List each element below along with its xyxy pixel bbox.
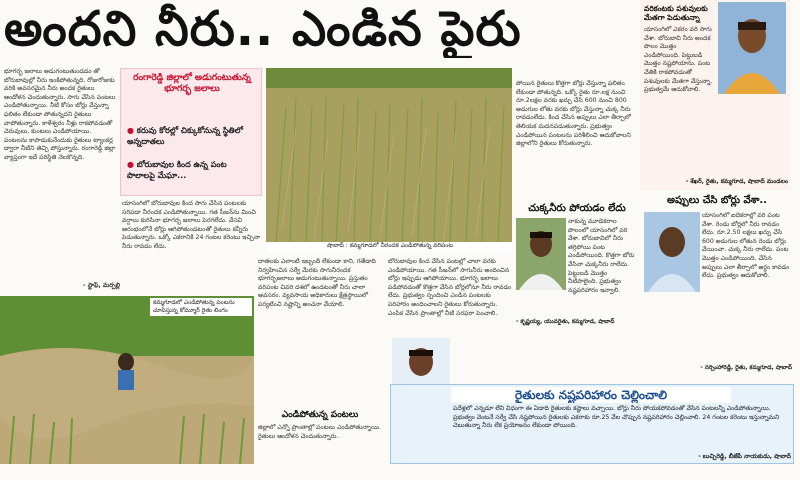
dry-paddy-field-image [266,68,512,242]
center-col1b-body: జిల్లాలో ఎన్నో ప్రాంతాల్లో పంటలు ఎండిపోతున్నాయి. రైతులు ఆందోళన చెందుతున్నారు. [258,424,381,440]
farmer-mid-title: చుక్కనీరు పోయడం లేదు [528,203,626,214]
farmer-top-byline: - శేఖర్, రైతు, కమ్మగూడ, షాబాద్ మండలం [685,178,788,185]
left-photo-caption: కమ్మగూడలో ఎండిపోతున్న పంటను చూపిస్తున్న కోమ్మూర్ రైతు లింగం [150,298,252,316]
farmer-right-photo [644,212,700,292]
bullet-icon: ● [127,160,134,169]
main-crop-photo [266,68,512,242]
pink-box-title: రంగారెడ్డి జిల్లాలో అడుగంటుతున్న భూగర్భ జలాలు [133,73,251,94]
main-photo-caption: షాబాద్ : కమ్మగూడలో నీరందక ఎండిపోతున్న వరిపంట [268,242,512,252]
farmer-portrait-icon [718,2,786,94]
bottom-box-body: పదేళ్లలో ఎన్నడూ లేని విధంగా ఈ ఏడాది రైతులకు కష్టాలు వచ్చాయి. బోర్లు నీరు పోయకపోవడంతో వేసిన పంటలన్నీ ఎండిపోతున్నాయి. ప్రభుత్వం వెంటనే సర్వే చేసి నష్టపోయిన రైతులకు ఎకరాకు రూ.25 వేల చొప్పున నష్టపరిహారం చెల్లించాలి. 24 గంటల కరెంటు ఇస్తున్నామని చెబుతున్నా నీరు లేక ప్రయోజనం లేకుండా పోయింది. [453,405,780,430]
left-column-byline: - స్టాఫ్, మర్పల్లి [83,282,120,289]
farmer-in-dry-field-image [0,296,254,464]
left-column-text: భూగర్భ జలాలు అడుగంటుతుండడం తో బోరుబావుల్లో నీరు ఇంకిపోతున్నది. రోజురోజుకు వరికి అవసరమైన నీరు అందక రైతులు ఆందోళన చెందుతున్నారు. సాగు చేసిన పంటలు ఎండిపోతున్నాయి. నీటి కోసం బోర్లు వేస్తున్నా ఫలితం లేకుండా పోతున్నదని రైతులు వాపోతున్నారు. కాళేశ్వరం నీళ్లు రాకపోవడంతో చెరువులు, కుంటలు ఎండిపోయాయి. పంటలను కాపాడుకునేందుకు రైతులు ట్యాంకర్ల ద్వారా నీటిని తెచ్చి పోస్తున్నారు. రంగారెడ్డి జిల్లా వ్యాప్తంగా ఇదే పరిస్థితి నెలకొన్నది. [4,68,116,161]
bottom-box-byline: - బుచ్చిరెడ్డి, బీజేపీ నాయకుడు, షాబాద్ [698,453,791,460]
left-field-photo [0,296,254,464]
farmer-top-photo [718,2,786,94]
pink-highlight-box [120,68,262,196]
left-column-body [4,68,116,240]
farmer-right-byline: - నర్సింహారెడ్డి, రైతు, కమ్మగూడ, షాబాద్ [700,365,792,371]
farmer-portrait-icon [516,218,566,290]
pink-box-bullet-1 [127,125,257,147]
bottom-demand-box [390,384,794,464]
right-column-body: పోయిన రైతులు కొత్తగా బోర్లు వేస్తున్నా ఫలితం లేకుండా పోతున్నది. ఒక్కో రైతు రూ.లక్ష నుంచి రూ.2లక్షల వరకు ఖర్చు చేసి 600 నుంచి 800 అడుగుల లోతు వరకు బోర్లు వేస్తున్నా చుక్క నీరు రావడంలేదు. కింద చేసిన అప్పులు ఎలా తీర్చాలో తెలియక మదనపడుతున్నారు. ప్రభుత్వం ఎండిపోయిన పంటలను పరిశీలించి ఆదుకోవాలని జిల్లాలోని రైతులు కోరుతున్నారు. [516,80,631,148]
farmer-mid-byline: - కృష్ణయ్య, యువరైతు, కమ్మగూడ, షాబాద్ [516,319,615,325]
farmer-top-box [640,0,790,190]
farmer-right-body: యాసంగిలో ఐదెకరాల్లో వరి పంట వేశా. రెండు బోర్లలో నీరు రావడం లేదు. రూ.2.50 లక్షలు ఖర్చు చేసి 600 అడుగుల లోతున రెండు బోర్లు వేయించా. చుక్క నీరు రాలేదు. పంట మొత్తం ఎండిపోయింది. చేసిన అప్పులు ఎలా తీర్చాలో అర్థం కావడం లేదు. ప్రభుత్వం ఆదుకోవాలి. [702,212,790,280]
bullet-icon: ● [127,126,134,135]
center-col1-body: దాతలకు ఎలాంటి ఇబ్బందీ లేకుండా కాని, గతేడాది నిర్వహించిన సర్వే మేరకు సాగునీరందక భూగర్భజలాలు అడుగంటుతున్నాయి. ప్రస్తుతం వరిపంట చివరి దశలో ఉండటంతో నీరు చాలా అవసరం. వ్యవసాయ అధికారులు క్షేత్రస్థాయిలో పర్యటించి నష్టాన్ని అంచనా వేయాలి. [258,258,376,308]
pink-box-bullet-2 [127,159,257,181]
pink-box-bullet-2-text: బోరుబావుల కింద ఉన్న పంట పొలాలపై మేఘా... [127,160,227,180]
farmer-right-title-wrap [642,194,792,212]
center-subhead: ఎండిపోతున్న పంటలు [281,410,359,420]
farmer-portrait-icon [644,212,700,292]
farmer-mid-body: నాకున్న మూడెకరాల పొలంలో యాసంగిలో వరి వేశా. బోరుబావిలో నీరు తగ్గిపోయి పంట ఎండిపోయింది. కొత్తగా బోరు వేసినా చుక్కనీరు రాలేదు. పెట్టుబడి మొత్తం నీటిపాలైంది. ప్రభుత్వం నష్టపరిహారం ఇవ్వాలి. [568,218,635,294]
pink-box-bullet-1-text: కరువు కోరల్లో చిక్కుకోనున్న స్థితిలో అన్నదాతలు [127,126,243,146]
mid-top-body: యాసంగిలో బోరుబావుల కింద సాగు చేసిన పంటలకు సరిపడా నీరందక ఎండిపోతున్నాయి. గత సీజన్‌ను మించి వర్షాలు కురిసినా భూగర్భ జలాలు పెరగలేదు. వేసవి ఆరంభంలోనే బోర్లు ఆగిపోతుండటంతో రైతులు కన్నీరు పెడుతున్నారు. ఒక్కో ఎకరానికి 24 గంటల కరెంటు ఇచ్చినా నీరు రావడం లేదు. [122,200,261,250]
farmer-top-body: యాసంగిలో ఎకరం వరి సాగు చేశా. బోరుబావి నీరు అందక పొలం మొత్తం ఎండిపోయింది. పెట్టుబడి మొత్తం నష్టపోయాను. పంట చేతికి రాకపోవడంతో పశువులకు మేతగా వేస్తున్నా. ప్రభుత్వమే ఆదుకోవాలి. [644,26,713,94]
farmer-top-title: వరికంటకు పశువులకు మేతగా పెడుతున్నా [644,4,708,22]
farmer-mid-photo [516,218,566,290]
headline: అందని నీరు.. ఎండిన పైరు [4,1,522,57]
bottom-box-title: రైతులకు నష్టపరిహారం చెల్లించాలి [451,387,731,403]
center-col2-body: బోరుబావుల కింద వేసిన పంటల్లో చాలా వరకు ఎండిపోయాయి. గత సీజన్‌లో సాగునీరు అందించిన బోర్లు ఇప్పుడు ఆగిపోయాయి. భూగర్భ జలాలు పడిపోవడంతో కొత్తగా వేసిన బోర్లలోనూ నీరు రావడం లేదు. ప్రభుత్వం స్పందించి ఎండిన పంటలకు పరిహారం అందించాలని రైతులు కోరుతున్నారు. ఎంపిక చేసిన ప్రాంతాల్లో నీటి సరఫరా పెంచాలి. [388,258,512,317]
farmer-right-title: అప్పులు చేసి బోర్లు వేశా.. [666,195,767,206]
